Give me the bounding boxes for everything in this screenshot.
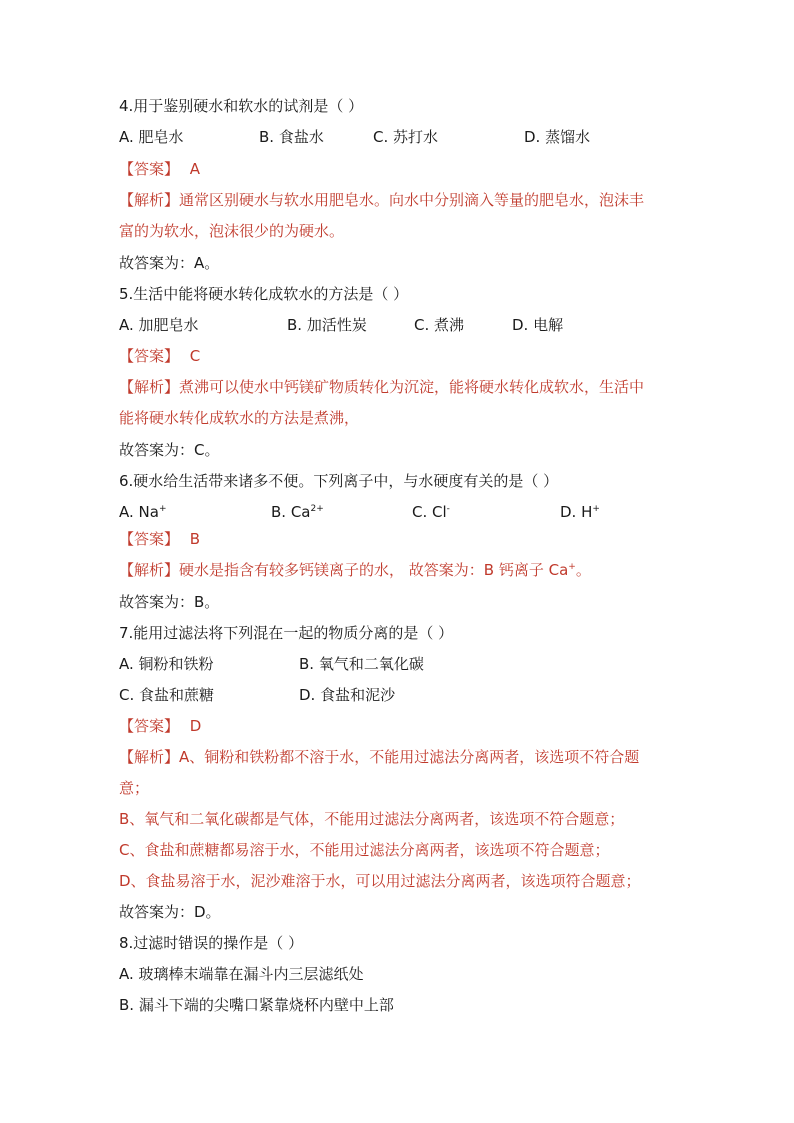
q4-analysis-text-1: 通常区别硬水与软水用肥皂水。向水中分别滴入等量的肥皂水，泡沫丰 <box>179 191 645 209</box>
q7-analysis-text-1: A、铜粉和铁粉都不溶于水，不能用过滤法分离两者，该选项不符合题 <box>179 748 640 766</box>
q7-option-c: C. 食盐和蔗糖 <box>119 686 215 704</box>
q5-option-a: A. 加肥皂水 <box>119 316 199 334</box>
q6-stem: 6.硬水给生活带来诸多不便。下列离子中，与水硬度有关的是（ ） <box>119 472 559 490</box>
q5-analysis-text-1: 煮沸可以使水中钙镁矿物质转化为沉淀，能将硬水转化成软水，生活中 <box>179 378 645 396</box>
q7-analysis <box>119 747 639 767</box>
q4-conclusion: 故答案为：A。 <box>119 254 220 272</box>
q5-option-d: D. 电解 <box>512 316 564 334</box>
q8-option-b: B. 漏斗下端的尖嘴口紧靠烧杯内壁中上部 <box>119 996 394 1014</box>
analysis-label: 【解析】 <box>119 191 180 209</box>
q6-answer-value: B <box>189 530 201 548</box>
q7-analysis-c: C、食盐和蔗糖都易溶于水，不能用过滤法分离两者，该选项不符合题意； <box>119 841 610 859</box>
q7-answer-value: D <box>189 717 202 735</box>
q5-conclusion: 故答案为：C。 <box>119 441 220 459</box>
analysis-label: 【解析】 <box>119 561 180 579</box>
q5-stem: 5.生活中能将硬水转化成软水的方法是（ ） <box>119 285 409 303</box>
q7-answer <box>119 716 201 736</box>
q4-option-a: A. 肥皂水 <box>119 128 184 146</box>
q6-analysis: 【解析】硬水是指含有较多钙镁离子的水， 故答案为：B 钙离子 Ca+。 <box>119 561 591 579</box>
q6-option-d: D. H+ <box>560 503 600 521</box>
q4-stem: 4.用于鉴别硬水和软水的试剂是（ ） <box>119 97 364 115</box>
analysis-label: 【解析】 <box>119 378 180 396</box>
q6-analysis-text: 硬水是指含有较多钙镁离子的水， 故答案为：B 钙离子 Ca <box>179 561 569 579</box>
q7-analysis-b: B、氧气和二氧化碳都是气体，不能用过滤法分离两者，该选项不符合题意； <box>119 810 625 828</box>
q7-option-b: B. 氧气和二氧化碳 <box>299 655 424 673</box>
q6-option-a: A. Na+ <box>119 503 167 521</box>
q6-answer <box>119 529 200 549</box>
q6-option-b: B. $Ca^{2+}$ <box>271 503 324 521</box>
q7-analysis-text-2: 意； <box>119 779 150 797</box>
answer-label: 【答案】 <box>119 717 180 735</box>
q5-analysis-text-2: 能将硬水转化成软水的方法是煮沸， <box>119 409 360 427</box>
q5-answer-value: C <box>189 347 201 365</box>
q4-analysis <box>119 190 644 210</box>
answer-label: 【答案】 <box>119 160 180 178</box>
q5-analysis <box>119 377 644 397</box>
q8-option-a: A. 玻璃棒末端靠在漏斗内三层滤纸处 <box>119 965 364 983</box>
q7-option-d: D. 食盐和泥沙 <box>299 686 396 704</box>
q6-option-c: C. Cl- <box>412 503 450 521</box>
answer-label: 【答案】 <box>119 347 180 365</box>
q6-conclusion: 故答案为：B。 <box>119 593 220 611</box>
q5-option-b: B. 加活性炭 <box>287 316 367 334</box>
q6-analysis-sup: + <box>568 562 576 572</box>
q4-answer-value: A <box>189 160 201 178</box>
q4-answer <box>119 159 200 179</box>
q5-answer <box>119 346 200 366</box>
q4-option-b: B. 食盐水 <box>259 128 324 146</box>
q4-option-d: D. 蒸馏水 <box>524 128 591 146</box>
q7-conclusion: 故答案为：D。 <box>119 903 221 921</box>
q7-analysis-d: D、食盐易溶于水，泥沙难溶于水，可以用过滤法分离两者，该选项符合题意； <box>119 872 641 890</box>
q7-option-a: A. 铜粉和铁粉 <box>119 655 214 673</box>
q8-stem: 8.过滤时错误的操作是（ ） <box>119 934 304 952</box>
analysis-label: 【解析】 <box>119 748 180 766</box>
q4-option-c: C. 苏打水 <box>373 128 439 146</box>
q4-analysis-text-2: 富的为软水，泡沫很少的为硬水。 <box>119 222 345 240</box>
q5-option-c: C. 煮沸 <box>414 316 465 334</box>
answer-label: 【答案】 <box>119 530 180 548</box>
q7-stem: 7.能用过滤法将下列混在一起的物质分离的是（ ） <box>119 624 454 642</box>
